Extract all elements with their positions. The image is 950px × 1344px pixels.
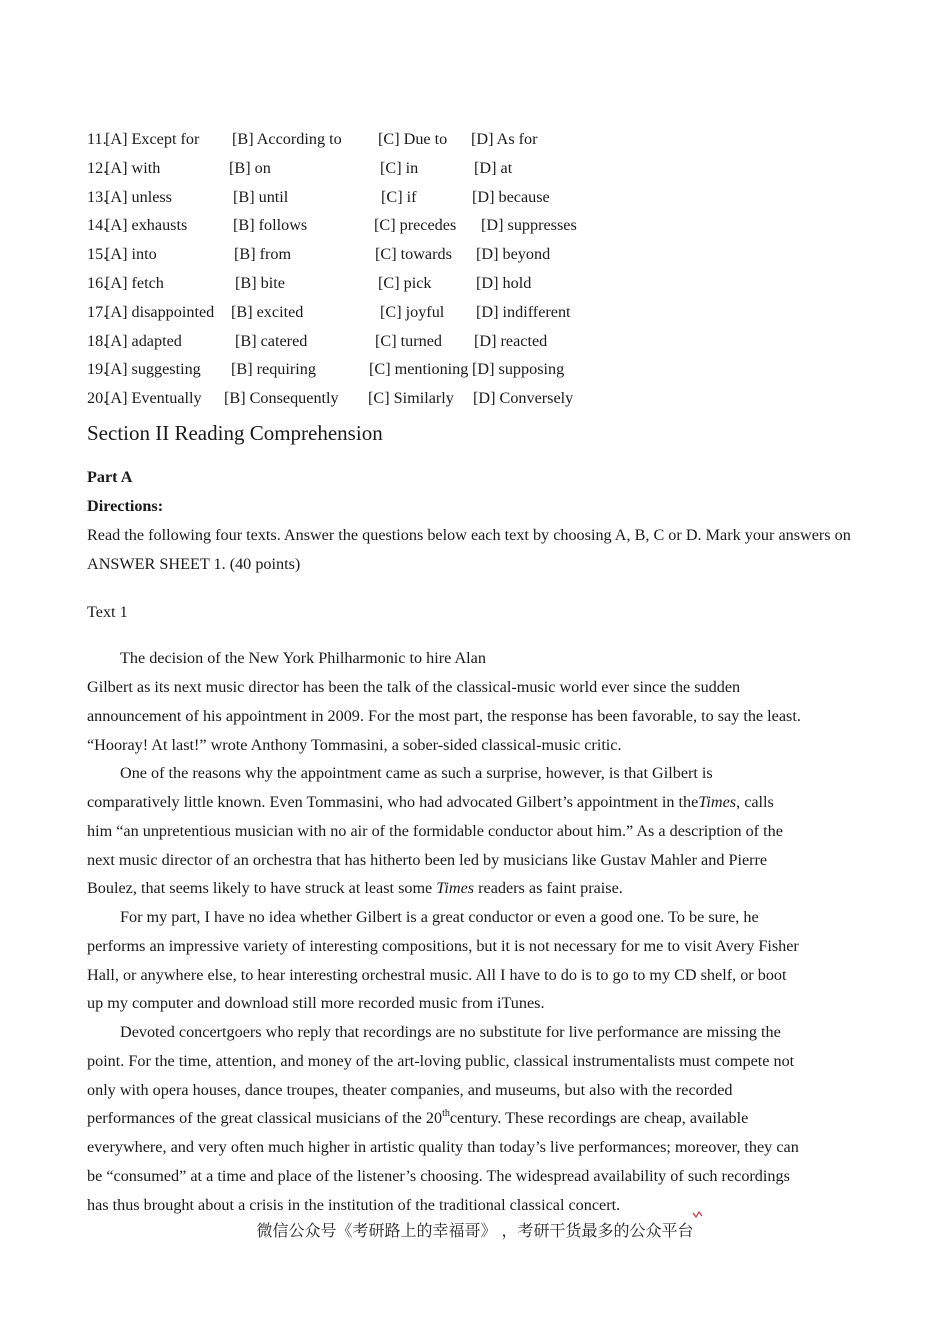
passage-line: up my computer and download still more recorded music from iTunes. — [87, 994, 545, 1012]
superscript: th — [442, 1108, 450, 1119]
option-d: [D] hold — [476, 274, 532, 292]
option-d: [D] suppresses — [481, 216, 577, 234]
option-a: [A] with — [105, 159, 161, 177]
option-b: [B] on — [229, 159, 271, 177]
option-c: [C] mentioning — [369, 360, 469, 378]
passage-line — [87, 876, 623, 900]
option-c: [C] Similarly — [368, 389, 454, 407]
text-label: Text 1 — [87, 603, 128, 621]
publication-title: Times — [698, 793, 737, 811]
question-number: 14. — [87, 216, 108, 234]
section-title: Section II Reading Comprehension — [87, 421, 383, 445]
option-a: [A] Eventually — [105, 389, 202, 407]
passage-line — [87, 790, 774, 814]
option-a: [A] Except for — [105, 130, 200, 148]
option-d: [D] because — [472, 188, 550, 206]
option-c: [C] joyful — [380, 303, 445, 321]
passage-line: For my part, I have no idea whether Gilbert is a great conductor or even a good one. To be sure, he — [120, 908, 759, 926]
passage-line: point. For the time, attention, and money of the art-loving public, classical instrumentalists must compete not — [87, 1052, 795, 1070]
option-c: [C] precedes — [374, 216, 457, 234]
option-b: [B] excited — [231, 303, 304, 321]
passage-line: everywhere, and very often much higher in artistic quality than today’s live performances; moreover, they can — [87, 1138, 799, 1156]
passage-text: Boulez, that seems likely to have struck at least some — [87, 879, 437, 897]
question-number: 18. — [87, 332, 108, 350]
passage-text: century. These recordings are cheap, available — [449, 1109, 749, 1127]
question-number: 16. — [87, 274, 108, 292]
passage-line: performs an impressive variety of interesting compositions, but it is not necessary for me to visit Avery Fisher — [87, 937, 799, 955]
option-d: [D] beyond — [476, 245, 551, 263]
option-a: [A] exhausts — [105, 216, 188, 234]
option-b: [B] bite — [235, 274, 285, 292]
option-d: [D] As for — [471, 130, 538, 148]
passage-line: next music director of an orchestra that has hitherto been led by musicians like Gustav Mahler and Pierre — [87, 851, 768, 869]
passage-text: performances of the great classical musicians of the 20 — [87, 1109, 443, 1127]
passage-line: be “consumed” at a time and place of the listener’s choosing. The widespread availability of such recordings — [87, 1167, 790, 1185]
option-a: [A] into — [105, 245, 157, 263]
passage-line: has thus brought about a crisis in the institution of the traditional classical concert. — [87, 1196, 621, 1214]
option-a: [A] disappointed — [105, 303, 215, 321]
option-b: [B] follows — [233, 216, 308, 234]
part-label: Part A — [87, 468, 133, 486]
passage-line: him “an unpretentious musician with no air of the formidable conductor about him.” As a description of the — [87, 822, 783, 840]
option-b: [B] catered — [235, 332, 308, 350]
passage-line: Devoted concertgoers who reply that recordings are no substitute for live performance are missing the — [120, 1023, 781, 1041]
option-a: [A] suggesting — [105, 360, 201, 378]
passage-text: comparatively little known. Even Tommasini, who had advocated Gilbert’s appointment in the — [87, 793, 699, 811]
question-number: 19. — [87, 360, 108, 378]
question-number: 17. — [87, 303, 108, 321]
option-c: [C] pick — [378, 274, 432, 292]
publication-title: Times — [436, 879, 475, 897]
passage-line: “Hooray! At last!” wrote Anthony Tommasini, a sober-sided classical-music critic. — [87, 736, 622, 754]
option-d: [D] Conversely — [473, 389, 574, 407]
passage-text: , calls — [736, 793, 774, 811]
passage-line: Gilbert as its next music director has been the talk of the classical-music world ever since the sudden — [87, 678, 741, 696]
footer-watermark-text: 微信公众号《考研路上的幸福哥》 ，考研干货最多的公众平台 — [256, 1221, 694, 1240]
option-c: [C] turned — [375, 332, 442, 350]
directions-text: Read the following four texts. Answer the questions below each text by choosing A, B, C or D. Mark your answers on ANSWER SHEET 1. (40 points) — [87, 526, 851, 573]
stamp-mark-icon — [691, 1210, 705, 1220]
option-b: [B] from — [234, 245, 292, 263]
question-number: 20. — [87, 389, 108, 407]
option-d: [D] indifferent — [476, 303, 571, 321]
option-d: [D] supposing — [472, 360, 565, 378]
passage-line — [87, 1106, 748, 1130]
passage-line: The decision of the New York Philharmonic to hire Alan — [120, 649, 486, 667]
passage-text: readers as faint praise. — [474, 879, 623, 897]
question-number: 11. — [87, 130, 107, 148]
question-number: 12. — [87, 159, 108, 177]
option-c: [C] towards — [375, 245, 452, 263]
passage-line: Hall, or anywhere else, to hear interesting orchestral music. All I have to do is to go to my CD shelf, or boot — [87, 966, 787, 984]
option-b: [B] until — [233, 188, 289, 206]
option-a: [A] unless — [105, 188, 172, 206]
option-b: [B] Consequently — [224, 389, 339, 407]
option-c: [C] Due to — [378, 130, 448, 148]
passage-line: One of the reasons why the appointment came as such a surprise, however, is that Gilbert is — [120, 764, 713, 782]
option-d: [D] reacted — [474, 332, 548, 350]
passage-line: only with opera houses, dance troupes, theater companies, and museums, but also with the recorded — [87, 1081, 733, 1099]
passage-line: announcement of his appointment in 2009. For the most part, the response has been favorable, to say the least. — [87, 707, 801, 725]
option-b: [B] According to — [232, 130, 342, 148]
option-d: [D] at — [474, 159, 513, 177]
directions-label: Directions: — [87, 497, 164, 515]
question-number: 13. — [87, 188, 108, 206]
option-a: [A] adapted — [105, 332, 182, 350]
option-c: [C] if — [381, 188, 417, 206]
option-b: [B] requiring — [231, 360, 316, 378]
option-a: [A] fetch — [105, 274, 164, 292]
option-c: [C] in — [380, 159, 419, 177]
question-number: 15. — [87, 245, 108, 263]
